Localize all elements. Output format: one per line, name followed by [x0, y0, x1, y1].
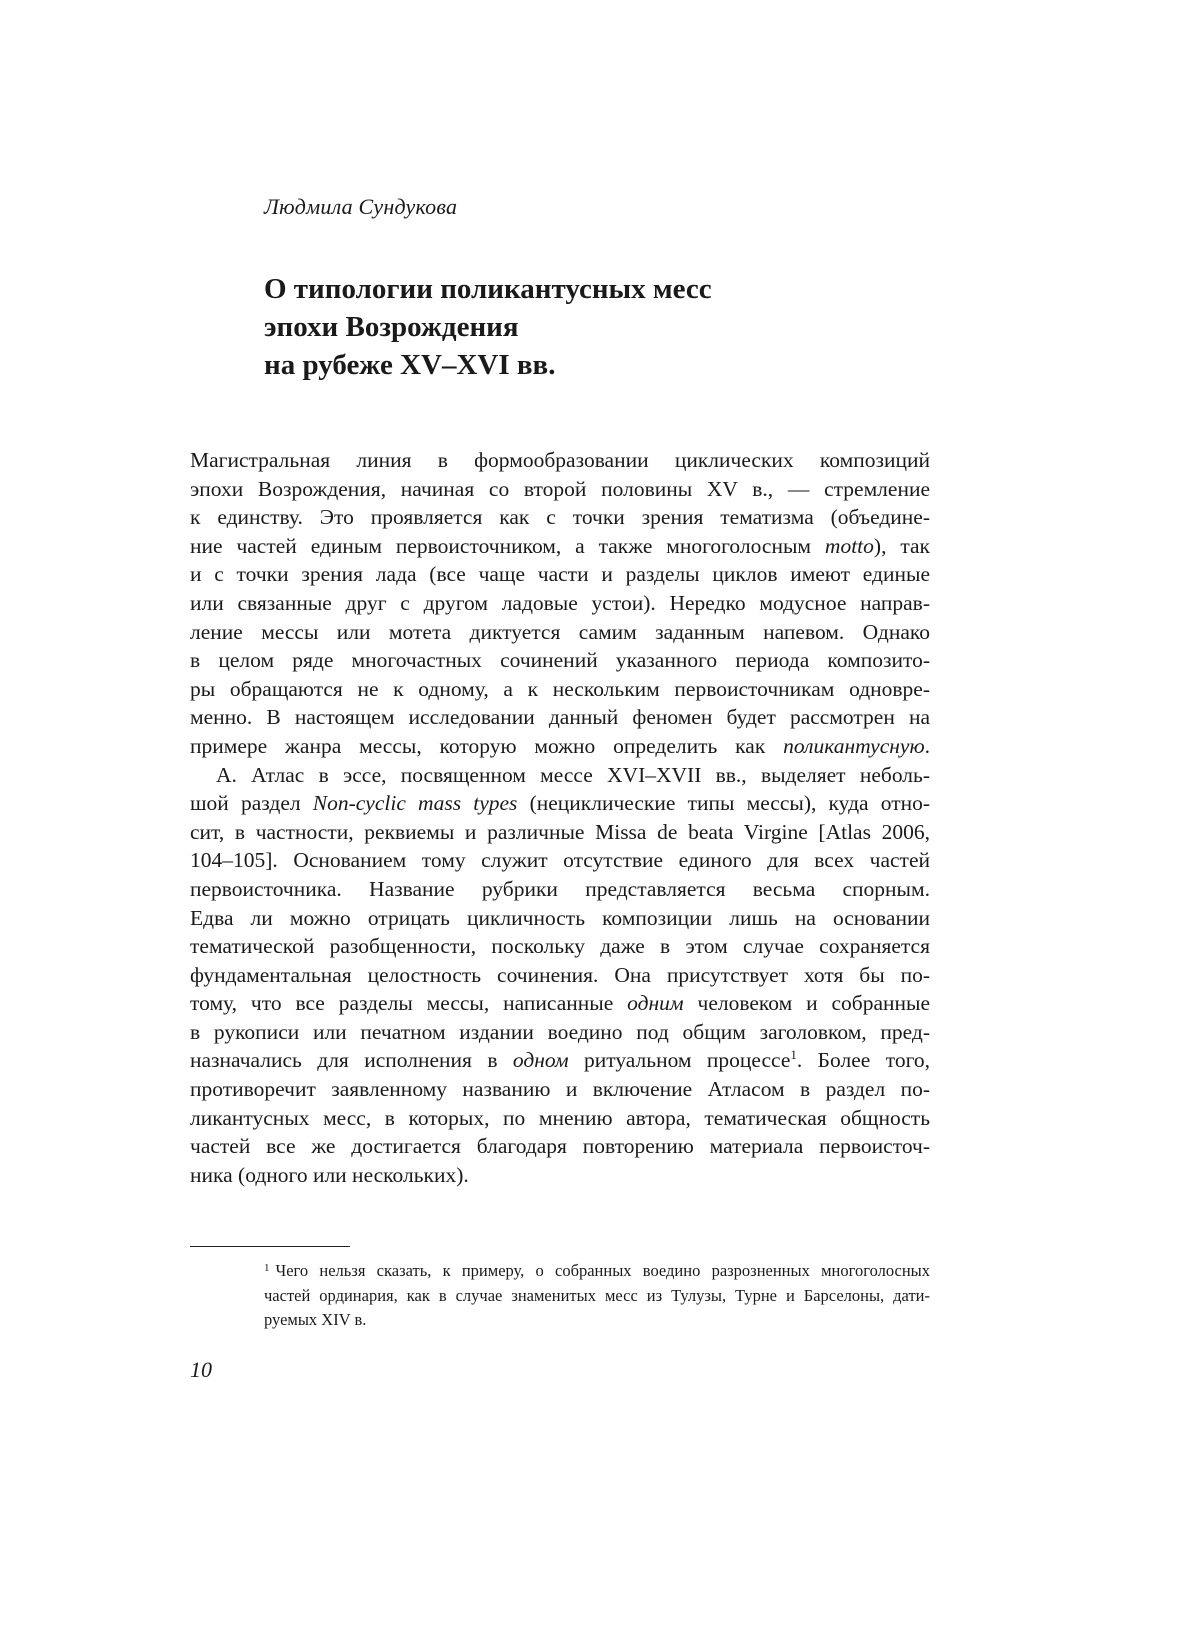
body-line: Едва ли можно отрицать цикличность композиции лишь на основании [190, 904, 930, 933]
footnote-mark: 1 [264, 1262, 270, 1274]
emphasis: Non-cyclic mass types [313, 791, 518, 815]
title-line: О типологии поликантусных месс [264, 270, 964, 308]
text-run: . [925, 734, 930, 758]
body-line [190, 789, 930, 818]
body-line: ры обращаются не к одному, а к нескольким первоисточникам одновре- [190, 675, 930, 704]
body-line: ликантусных месс, в которых, по мнению автора, тематическая общность [190, 1104, 930, 1133]
body-line: к единству. Это проявляется как с точки зрения тематизма (объедине- [190, 503, 930, 532]
text-run: примере жанра мессы, которую можно определить как [190, 734, 783, 758]
text-run: ), так [874, 534, 930, 558]
text-run: шой раздел [190, 791, 313, 815]
body-line: ление мессы или мотета диктуется самим заданным напевом. Однако [190, 618, 930, 647]
article-body [190, 446, 930, 1189]
body-line: противоречит заявленному названию и включение Атласом в раздел по- [190, 1075, 930, 1104]
body-line [190, 732, 930, 761]
footnote-reference[interactable]: 1 [790, 1047, 797, 1062]
footnote-line: руемых XIV в. [190, 1308, 930, 1333]
footnote-divider [190, 1246, 350, 1247]
body-line: фундаментальная целостность сочинения. Она присутствует хотя бы по- [190, 961, 930, 990]
article-title [264, 270, 964, 384]
body-line: тематической разобщенности, поскольку даже в этом случае сохраняется [190, 932, 930, 961]
footnote [190, 1259, 930, 1333]
emphasis: motto [825, 534, 874, 558]
text-run: . Более того, [797, 1048, 930, 1072]
text-run: ние частей единым первоисточником, а также многоголосным [190, 534, 825, 558]
body-line: в целом ряде многочастных сочинений указанного периода композито- [190, 646, 930, 675]
body-line [190, 989, 930, 1018]
body-line: первоисточника. Название рубрики представляется весьма спорным. [190, 875, 930, 904]
author-name: Людмила Сундукова [264, 194, 457, 220]
body-line: ника (одного или нескольких). [190, 1161, 930, 1190]
text-run: человеком и собранные [684, 991, 930, 1015]
text-run: (нециклические типы мессы), куда отно- [517, 791, 930, 815]
body-line [190, 532, 930, 561]
body-line: частей все же достигается благодаря повторению материала первоисточ- [190, 1132, 930, 1161]
emphasis: одном [513, 1048, 569, 1072]
page-number: 10 [190, 1357, 212, 1383]
body-line: менно. В настоящем исследовании данный феномен будет рассмотрен на [190, 703, 930, 732]
title-line: на рубеже XV–XVI вв. [264, 346, 964, 384]
emphasis: одним [627, 991, 683, 1015]
text-run: Чего нельзя сказать, к примеру, о собранных воедино разрозненных многоголосных [276, 1261, 931, 1280]
body-line: и с точки зрения лада (все чаще части и разделы циклов имеют единые [190, 560, 930, 589]
body-line: 104–105]. Основанием тому служит отсутствие единого для всех частей [190, 846, 930, 875]
text-run: назначались для исполнения в [190, 1048, 513, 1072]
emphasis: поликантусную [783, 734, 924, 758]
footnote-line [190, 1259, 930, 1284]
body-line: сит, в частности, реквиемы и различные Missa de beata Virgine [Atlas 2006, [190, 818, 930, 847]
footnote-line: частей ординария, как в случае знаменитых месс из Тулузы, Турне и Барселоны, дати- [190, 1284, 930, 1309]
body-line: Магистральная линия в формообразовании циклических композиций [190, 446, 930, 475]
text-run: ритуальном процессе [569, 1048, 791, 1072]
title-line: эпохи Возрождения [264, 308, 964, 346]
body-line: в рукописи или печатном издании воедино под общим заголовком, пред- [190, 1018, 930, 1047]
body-line: А. Атлас в эссе, посвященном мессе XVI–XVII вв., выделяет неболь- [190, 761, 930, 790]
body-line: эпохи Возрождения, начиная со второй половины XV в., — стремление [190, 475, 930, 504]
body-line: или связанные друг с другом ладовые устои). Нередко модусное направ- [190, 589, 930, 618]
body-line [190, 1046, 930, 1075]
text-run: тому, что все разделы мессы, написанные [190, 991, 627, 1015]
